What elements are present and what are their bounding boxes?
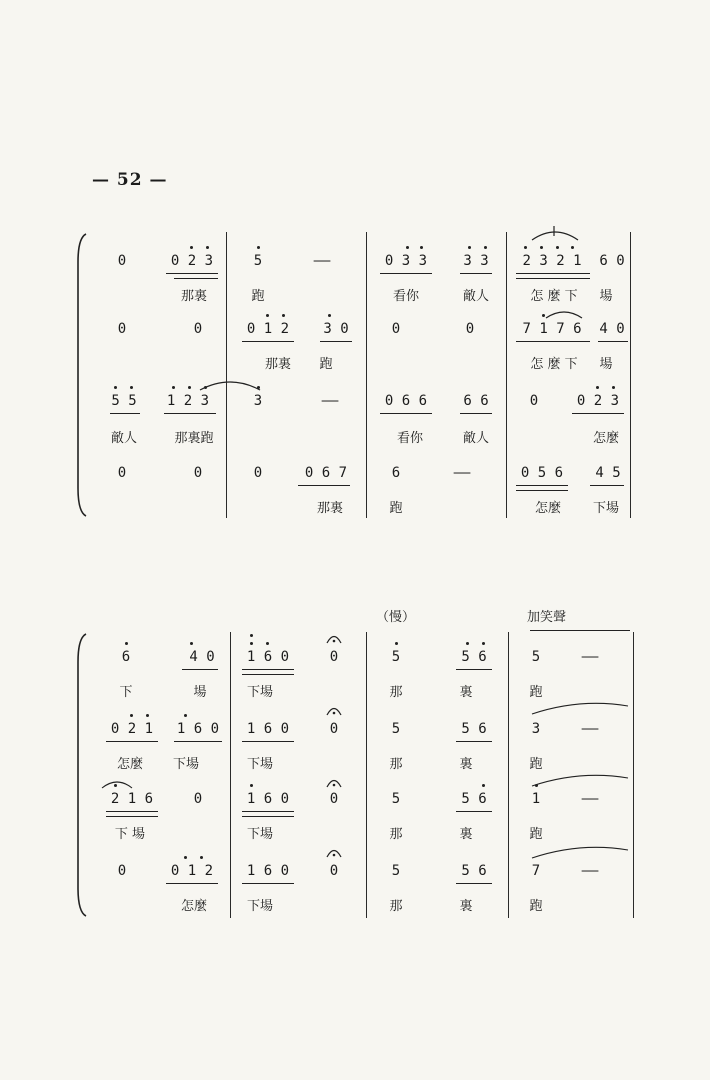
octave-dot	[146, 714, 149, 717]
note-cell: 6	[391, 465, 401, 481]
lyric-text: 下場	[592, 501, 620, 516]
barline	[366, 232, 367, 518]
fermata-icon	[326, 704, 342, 716]
lyric-text: 下	[119, 685, 133, 700]
lyric-text: 怎麼	[180, 899, 208, 914]
note-cell: 0	[193, 791, 203, 807]
octave-dot	[482, 642, 485, 645]
note-cell: 0 1 2	[170, 863, 214, 879]
octave-dot	[406, 246, 409, 249]
lyric-text: 看你	[392, 289, 420, 304]
note-cell: 6 0	[599, 253, 625, 269]
tempo-marking: （慢）	[376, 610, 416, 625]
lyric-text: 下場	[246, 757, 274, 772]
slur	[530, 702, 630, 716]
note-cell: 4 0	[189, 649, 215, 665]
duration-underline	[166, 273, 218, 274]
lyric-text: 跑	[319, 357, 333, 372]
duration-underline	[320, 341, 352, 342]
note-cell: 0	[329, 863, 339, 879]
lyric-text: 跑	[251, 289, 265, 304]
lyric-text: 場	[193, 685, 207, 700]
note-cell: 5 5	[111, 393, 137, 409]
note-cell: 3 3	[463, 253, 489, 269]
note-cell: 5	[391, 791, 401, 807]
note-cell: 0 3 3	[384, 253, 428, 269]
note-cell: 4 0	[599, 321, 625, 337]
lyric-text: 那	[389, 827, 403, 842]
octave-dot	[184, 856, 187, 859]
duration-underline	[242, 816, 294, 817]
note-cell: 0	[117, 863, 127, 879]
lyric-text: 下 場	[114, 827, 146, 842]
duration-underline	[166, 883, 218, 884]
duration-underline	[110, 413, 140, 414]
octave-dot	[257, 246, 260, 249]
lyric-text: 敵人	[110, 431, 138, 446]
octave-dot	[114, 386, 117, 389]
duration-underline	[380, 413, 432, 414]
note-cell: 0 2 1	[110, 721, 154, 737]
note-cell: 0	[117, 321, 127, 337]
lyric-text: 那裏	[316, 501, 344, 516]
lyric-text: 敵人	[462, 431, 490, 446]
note-cell: 7	[531, 863, 541, 879]
lyric-text: 那	[389, 685, 403, 700]
barline	[633, 632, 634, 918]
octave-dot	[420, 246, 423, 249]
duration-underline	[456, 741, 492, 742]
note-cell: 0	[391, 321, 401, 337]
duration-underline	[242, 883, 294, 884]
note-cell: 5 6	[461, 863, 487, 879]
duration-underline	[182, 669, 218, 670]
slur	[544, 308, 584, 320]
lyric-text: 怎麼	[592, 431, 620, 446]
lyric-text: 裏	[459, 899, 473, 914]
fermata-icon	[326, 776, 342, 788]
duration-underline	[516, 341, 590, 342]
duration-underline	[516, 490, 568, 491]
duration-underline	[380, 273, 432, 274]
octave-dot	[556, 246, 559, 249]
duration-underline	[516, 485, 568, 486]
lyric-text: 那裏	[180, 289, 208, 304]
octave-dot	[250, 642, 253, 645]
note-cell: 5	[531, 649, 541, 665]
duration-underline	[460, 413, 492, 414]
barline	[226, 232, 227, 518]
lyric-text: 跑	[389, 501, 403, 516]
lyric-text: 跑	[529, 899, 543, 914]
lyric-text: 下場	[246, 685, 274, 700]
note-cell: 0	[193, 321, 203, 337]
note-cell: ——	[581, 649, 599, 665]
note-cell: 5	[253, 253, 263, 269]
lyric-text: 下場	[246, 899, 274, 914]
note-cell: 1 6 0	[246, 721, 290, 737]
page-number: — 52 —	[92, 170, 168, 190]
lyric-text: 怎 麼 下	[530, 289, 578, 304]
octave-dot	[188, 386, 191, 389]
note-cell: 0 2 3	[576, 393, 620, 409]
octave-dot	[328, 314, 331, 317]
note-cell: 1 6 0	[246, 649, 290, 665]
octave-dot	[250, 634, 253, 637]
lyric-text: 跑	[529, 827, 543, 842]
duration-underline	[164, 413, 216, 414]
note-cell: 0	[117, 465, 127, 481]
note-cell: 1 6 0	[246, 791, 290, 807]
octave-dot	[200, 856, 203, 859]
duration-underline	[516, 278, 590, 279]
octave-dot	[125, 642, 128, 645]
octave-dot	[524, 246, 527, 249]
duration-underline	[174, 278, 218, 279]
slur	[530, 846, 630, 860]
note-cell: ——	[581, 721, 599, 737]
duration-underline	[242, 741, 294, 742]
lyric-text: 裏	[459, 827, 473, 842]
octave-dot	[468, 246, 471, 249]
note-cell: 0 6 6	[384, 393, 428, 409]
note-cell: 0	[193, 465, 203, 481]
note-cell: 0 1 2	[246, 321, 290, 337]
note-cell: 0	[529, 393, 539, 409]
expression-marking: 加笑聲	[527, 610, 567, 625]
duration-underline	[298, 485, 350, 486]
note-cell: 5	[391, 863, 401, 879]
note-cell: 5	[391, 649, 401, 665]
note-cell: 0	[329, 649, 339, 665]
duration-underline	[460, 273, 492, 274]
note-cell: 0	[329, 791, 339, 807]
octave-dot	[612, 386, 615, 389]
duration-underline	[106, 811, 158, 812]
note-cell: 0	[117, 253, 127, 269]
duration-underline	[242, 811, 294, 812]
lyric-text: 怎麼	[534, 501, 562, 516]
lyric-text: 場	[599, 357, 613, 372]
slur	[530, 226, 580, 242]
octave-dot	[482, 784, 485, 787]
note-cell: ——	[581, 791, 599, 807]
duration-underline	[516, 273, 590, 274]
lyric-text: 敵人	[462, 289, 490, 304]
note-cell: 4 5	[595, 465, 621, 481]
octave-dot	[596, 386, 599, 389]
octave-dot	[206, 246, 209, 249]
slur	[198, 378, 262, 392]
barline	[230, 632, 231, 918]
octave-dot	[130, 714, 133, 717]
octave-dot	[190, 246, 193, 249]
barline	[506, 232, 507, 518]
score-system-1	[90, 232, 632, 518]
note-cell: 5 6	[461, 649, 487, 665]
note-cell: 1 6 0	[176, 721, 220, 737]
lyric-text: 裏	[459, 685, 473, 700]
lyric-text: 怎 麼 下	[530, 357, 578, 372]
octave-dot	[184, 714, 187, 717]
fermata-icon	[326, 632, 342, 644]
octave-dot	[571, 246, 574, 249]
duration-underline	[106, 816, 158, 817]
note-cell: ——	[321, 393, 339, 409]
system-brace	[76, 632, 88, 918]
note-cell: 5	[391, 721, 401, 737]
note-cell: 3 0	[323, 321, 349, 337]
octave-dot	[282, 314, 285, 317]
octave-dot	[266, 642, 269, 645]
note-cell: 3	[253, 393, 263, 409]
note-cell: 2 1 6	[110, 791, 154, 807]
note-cell: 7 1 7 6	[522, 321, 582, 337]
note-cell: 3	[531, 721, 541, 737]
lyric-text: 怎麼	[116, 757, 144, 772]
note-cell: 1 2 3	[166, 393, 210, 409]
octave-dot	[250, 784, 253, 787]
lyric-text: 那	[389, 757, 403, 772]
barline	[508, 632, 509, 918]
octave-dot	[466, 642, 469, 645]
lyric-text: 跑	[529, 757, 543, 772]
duration-underline	[598, 341, 628, 342]
duration-underline	[572, 413, 624, 414]
lyric-text: 下場	[246, 827, 274, 842]
note-cell: 1 6 0	[246, 863, 290, 879]
note-cell: 1	[531, 791, 541, 807]
note-cell: ——	[581, 863, 599, 879]
duration-underline	[456, 883, 492, 884]
system-brace	[76, 232, 88, 518]
fermata-icon	[326, 846, 342, 858]
note-cell: 6	[121, 649, 131, 665]
lyric-text: 場	[599, 289, 613, 304]
duration-underline	[174, 741, 222, 742]
duration-underline	[456, 811, 492, 812]
note-cell: 2 3 2 1	[522, 253, 582, 269]
octave-dot	[190, 642, 193, 645]
note-cell: ——	[313, 253, 331, 269]
duration-underline	[106, 741, 158, 742]
score-system-2	[90, 632, 636, 918]
note-cell: ——	[453, 465, 471, 481]
note-cell: 0 6 7	[304, 465, 348, 481]
duration-underline	[530, 630, 630, 631]
duration-underline	[590, 485, 624, 486]
octave-dot	[130, 386, 133, 389]
lyric-text: 跑	[529, 685, 543, 700]
note-cell: 0	[329, 721, 339, 737]
slur	[530, 774, 630, 788]
duration-underline	[242, 341, 294, 342]
note-cell: 5 6	[461, 721, 487, 737]
duration-underline	[242, 674, 294, 675]
duration-underline	[456, 669, 492, 670]
lyric-text: 裏	[459, 757, 473, 772]
note-cell: 5 6	[461, 791, 487, 807]
duration-underline	[242, 669, 294, 670]
lyric-text: 看你	[396, 431, 424, 446]
barline	[366, 632, 367, 918]
octave-dot	[484, 246, 487, 249]
note-cell: 0 5 6	[520, 465, 564, 481]
slur	[100, 778, 134, 790]
note-cell: 6 6	[463, 393, 489, 409]
lyric-text: 那裏	[264, 357, 292, 372]
lyric-text: 下場	[172, 757, 200, 772]
barline	[630, 232, 631, 518]
octave-dot	[540, 246, 543, 249]
octave-dot	[172, 386, 175, 389]
note-cell: 0	[253, 465, 263, 481]
note-cell: 0 2 3	[170, 253, 214, 269]
lyric-text: 那裏跑	[174, 431, 214, 446]
note-cell: 0	[465, 321, 475, 337]
octave-dot	[266, 314, 269, 317]
octave-dot	[395, 642, 398, 645]
lyric-text: 那	[389, 899, 403, 914]
